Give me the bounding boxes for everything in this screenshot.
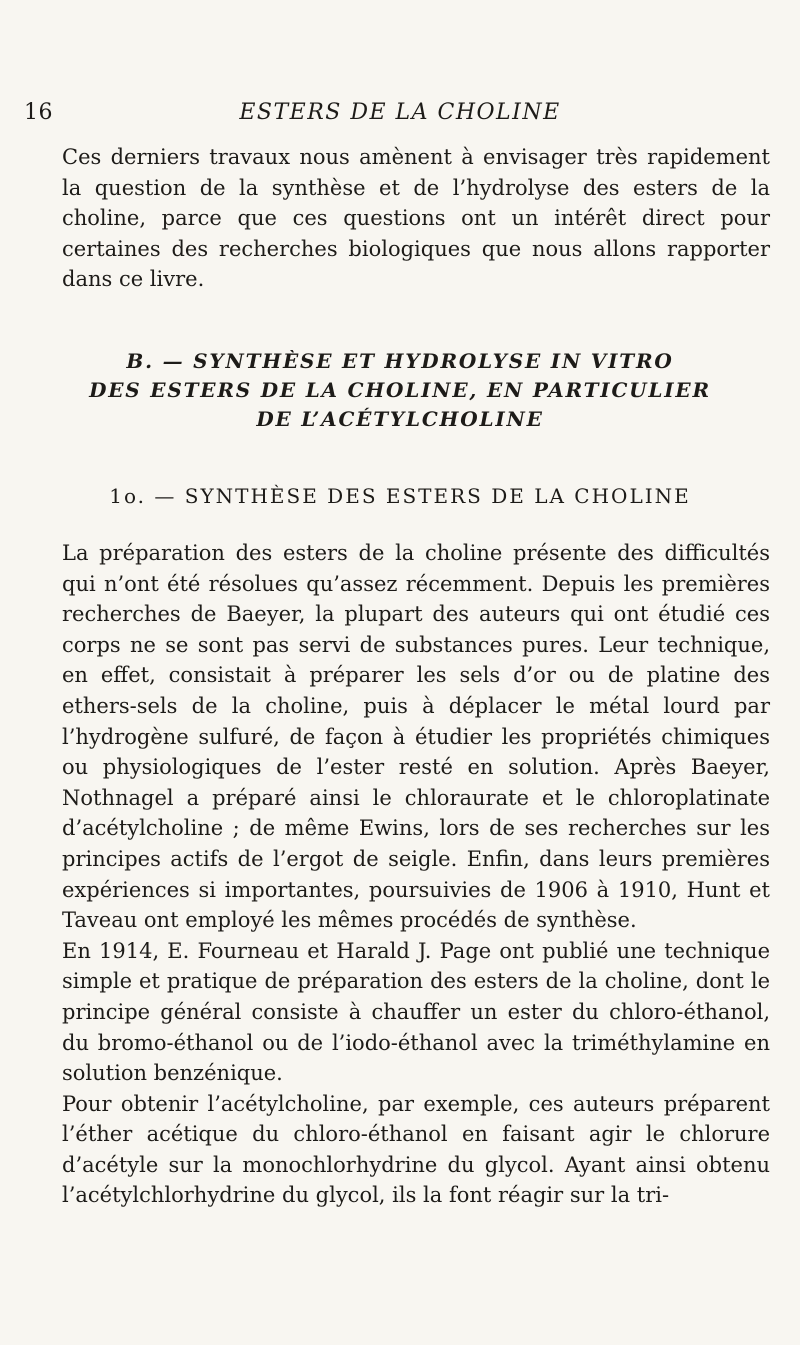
body-paragraph: En 1914, E. Fourneau et Harald J. Page ont publié une technique simple et pratique de préparation des esters de la choline, dont le principe général consiste à chauffer un ester du chloro-éthanol, du bromo-éthanol ou de l’iodo-éthanol avec la triméthylamine en solution benzénique. — [62, 938, 770, 1086]
intro-paragraph: Ces derniers travaux nous amènent à envisager très rapidement la question de la synthèse et de l’hydrolyse des esters de la choline, parce que ces questions ont un intérêt direct pour certaines des recherches biologiques que nous allons rapporter dans ce livre. — [62, 145, 770, 292]
section-heading-line-3: DE L’ACÉTYLCHOLINE — [256, 407, 544, 431]
section-heading — [0, 347, 800, 434]
running-head: ESTERS DE LA CHOLINE — [239, 100, 561, 125]
body-paragraph: La préparation des esters de la choline présente des difficultés qui n’ont été résolues qu’assez récemment. Depuis les premières recherches de Baeyer, la plupart des auteurs qui ont étudié ces corps ne se sont pas servi de substances pures. Leur technique, en effet, consistait à préparer les sels d’or ou de platine des ethers-sels de la choline, puis à déplacer le métal lourd par l’hydrogène sulfuré, de façon à étudier les propriétés chimiques ou physiologiques de l’ester resté en solution. Après Baeyer, Nothnagel a préparé ainsi le chloraurate et le chloroplatinate d’acétylcholine ; de même Ewins, lors de ses recherches sur les principes actifs de l’ergot de seigle. Enfin, dans leurs premières expériences si importantes, poursuivies de 1906 à 1910, Hunt et Taveau ont employé les mêmes procédés de synthèse. — [62, 541, 770, 933]
page-number: 16 — [24, 100, 53, 125]
body-text — [62, 538, 770, 1211]
section-heading-line-1: B. — SYNTHÈSE ET HYDROLYSE IN VITRO — [126, 349, 674, 373]
section-heading-line-2: DES ESTERS DE LA CHOLINE, EN PARTICULIER — [89, 378, 711, 402]
body-paragraph: Pour obtenir l’acétylcholine, par exemple, ces auteurs préparent l’éther acétique du chloro-éthanol en faisant agir le chlorure d’acétyle sur la monochlorhydrine du glycol. Ayant ainsi obtenu l’acétylchlorhydrine du glycol, ils la font réagir sur la tri- — [62, 1091, 770, 1208]
subsection-heading: 1o. — SYNTHÈSE DES ESTERS DE LA CHOLINE — [109, 484, 691, 508]
intro-paragraph-block — [62, 142, 770, 295]
